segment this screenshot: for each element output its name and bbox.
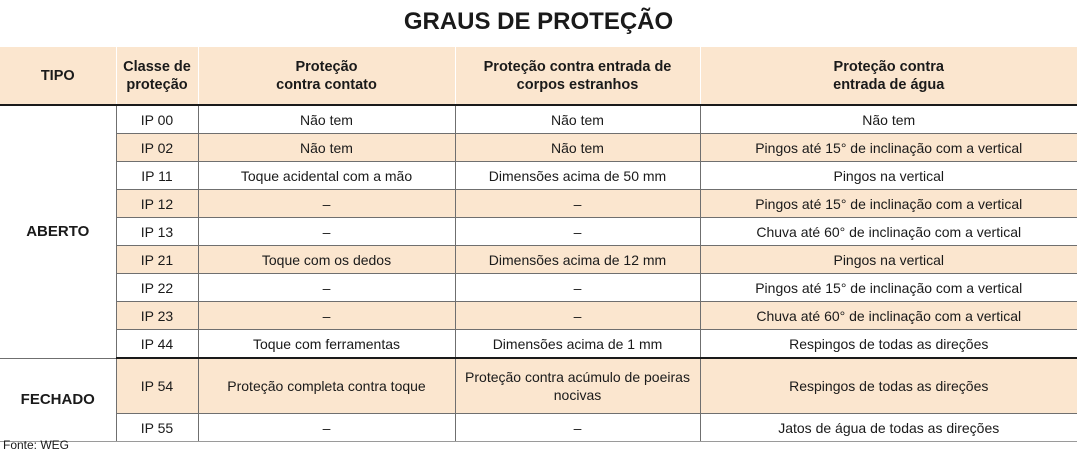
cell-classe: IP 00 [116, 105, 198, 134]
cell-agua: Pingos até 15° de inclinação com a vertical [700, 190, 1077, 218]
cell-corpos: Dimensões acima de 50 mm [455, 162, 700, 190]
table-row [0, 162, 1077, 190]
header-corpos-line1: Proteção contra entrada de [483, 58, 672, 75]
cell-corpos: – [455, 274, 700, 302]
cell-classe: IP 12 [116, 190, 198, 218]
header-contato [198, 47, 455, 105]
cell-contato: – [198, 414, 455, 442]
cell-agua: Chuva até 60° de inclinação com a vertical [700, 218, 1077, 246]
cell-agua: Respingos de todas as direções [700, 358, 1077, 414]
header-row [0, 47, 1077, 105]
cell-contato: Não tem [198, 134, 455, 162]
cell-classe: IP 13 [116, 218, 198, 246]
header-corpos-line2: corpos estranhos [516, 76, 639, 93]
cell-corpos: – [455, 414, 700, 442]
cell-agua: Pingos até 15° de inclinação com a vertical [700, 274, 1077, 302]
cell-contato: Toque acidental com a mão [198, 162, 455, 190]
cell-corpos: Dimensões acima de 1 mm [455, 330, 700, 359]
cell-classe: IP 55 [116, 414, 198, 442]
header-classe-line2: proteção [126, 76, 188, 93]
cell-contato: Proteção completa contra toque [198, 358, 455, 414]
cell-corpos: Não tem [455, 105, 700, 134]
table-row [0, 330, 1077, 359]
cell-classe: IP 02 [116, 134, 198, 162]
cell-classe: IP 22 [116, 274, 198, 302]
header-corpos [455, 47, 700, 105]
cell-corpos: Não tem [455, 134, 700, 162]
cell-classe: IP 44 [116, 330, 198, 359]
cell-contato: Toque com ferramentas [198, 330, 455, 359]
header-agua [700, 47, 1077, 105]
cell-classe: IP 54 [116, 358, 198, 414]
cell-corpos: – [455, 218, 700, 246]
table-row [0, 218, 1077, 246]
header-tipo [0, 47, 116, 105]
cell-classe: IP 21 [116, 246, 198, 274]
header-classe [116, 47, 198, 105]
cell-contato: – [198, 190, 455, 218]
cell-agua: Respingos de todas as direções [700, 330, 1077, 359]
header-agua-line2: entrada de água [833, 76, 945, 93]
cell-agua: Não tem [700, 105, 1077, 134]
cell-classe: IP 11 [116, 162, 198, 190]
cell-contato: – [198, 218, 455, 246]
header-contato-line2: contra contato [276, 76, 377, 93]
protection-table [0, 47, 1077, 442]
table-row [0, 358, 1077, 414]
header-contato-line1: Proteção [295, 58, 358, 75]
table-row [0, 302, 1077, 330]
cell-corpos: – [455, 302, 700, 330]
cell-contato: – [198, 274, 455, 302]
header-tipo-label: TIPO [40, 67, 75, 84]
table-row [0, 274, 1077, 302]
cell-contato: Não tem [198, 105, 455, 134]
cell-classe: IP 23 [116, 302, 198, 330]
table-row [0, 105, 1077, 134]
cell-agua: Jatos de água de todas as direções [700, 414, 1077, 442]
cell-contato: – [198, 302, 455, 330]
cell-corpos-line1: Proteção contra acúmulo de poeiras [465, 369, 690, 385]
table-row [0, 246, 1077, 274]
header-agua-line1: Proteção contra [833, 58, 944, 75]
cell-agua: Chuva até 60° de inclinação com a vertical [700, 302, 1077, 330]
group-label-aberto: ABERTO [0, 105, 116, 358]
header-classe-line1: Classe de [123, 58, 191, 75]
cell-agua: Pingos na vertical [700, 162, 1077, 190]
cell-corpos-line2: nocivas [553, 387, 602, 403]
table-row [0, 414, 1077, 442]
source-note: Fonte: WEG [3, 438, 70, 452]
cell-corpos [455, 358, 700, 414]
cell-corpos: Dimensões acima de 12 mm [455, 246, 700, 274]
table-row [0, 190, 1077, 218]
cell-agua: Pingos até 15° de inclinação com a vertical [700, 134, 1077, 162]
table-row [0, 134, 1077, 162]
page-title: GRAUS DE PROTEÇÃO [403, 8, 674, 35]
cell-corpos: – [455, 190, 700, 218]
group-label-fechado: FECHADO [0, 358, 116, 442]
cell-contato: Toque com os dedos [198, 246, 455, 274]
cell-agua: Pingos na vertical [700, 246, 1077, 274]
